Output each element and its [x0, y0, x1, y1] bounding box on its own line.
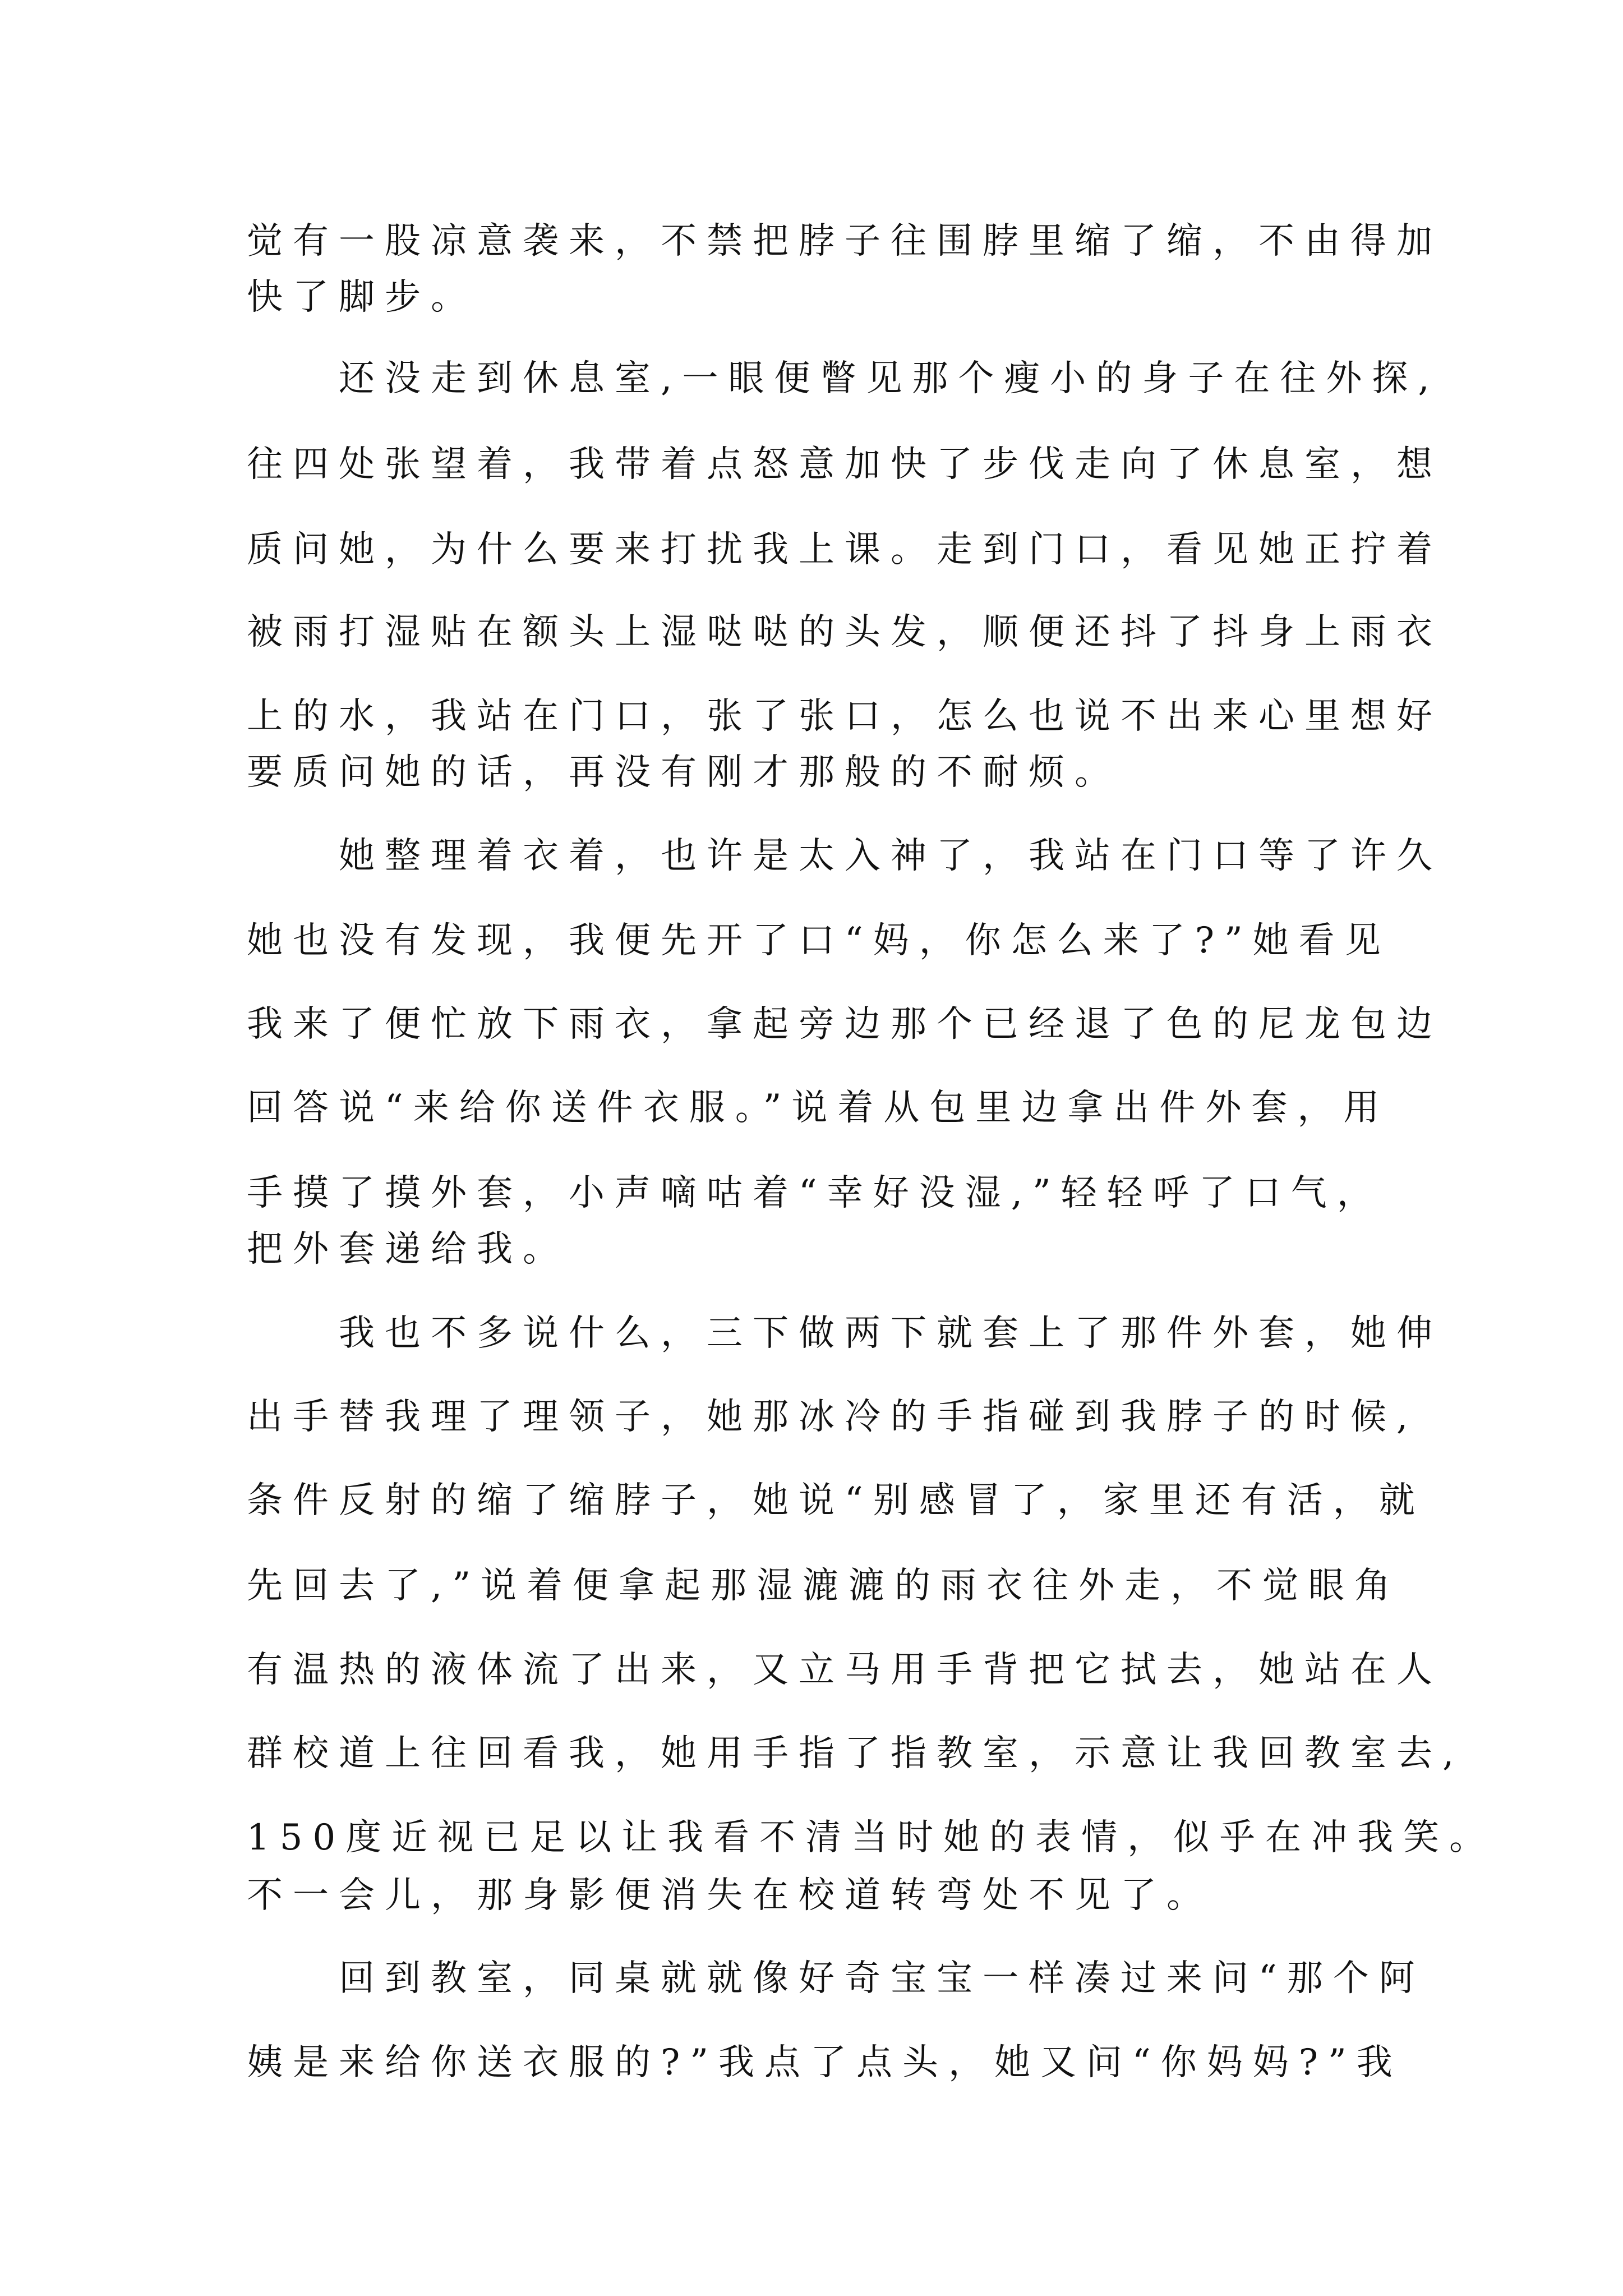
text-line: 要质问她的话，再没有刚才那般的不耐烦。	[247, 752, 1121, 793]
text-line: 手摸了摸外套，小声嘀咕着“幸好没湿,”轻轻呼了口气，	[247, 1172, 1383, 1214]
text-line: 先回去了,”说着便拿起那湿漉漉的雨衣往外走，不觉眼角	[247, 1565, 1401, 1607]
text-line: 她也没有发现，我便先开了口“妈，你怎么来了?”她看见	[247, 920, 1391, 961]
text-line: 往四处张望着，我带着点怒意加快了步伐走向了休息室，想	[247, 444, 1442, 485]
text-line: 快了脚步。	[247, 277, 477, 318]
text-line: 质问她，为什么要来打扰我上课。走到门口，看见她正拧着	[247, 529, 1442, 570]
text-line: 姨是来给你送衣服的?”我点了点头，她又问“你妈妈?”我	[247, 2042, 1403, 2083]
text-line: 我来了便忙放下雨衣，拿起旁边那个已经退了色的尼龙包边	[247, 1004, 1442, 1045]
text-line: 还没走到休息室,一眼便瞥见那个瘦小的身子在往外探,	[339, 358, 1440, 399]
text-line: 有温热的液体流了出来，又立马用手背把它拭去，她站在人	[247, 1649, 1442, 1691]
text-line: 150度近视已足以让我看不清当时她的表情，似乎在冲我笑。	[247, 1817, 1496, 1858]
text-line: 把外套递给我。	[247, 1228, 569, 1270]
text-line: 上的水，我站在门口，张了张口，怎么也说不出来心里想好	[247, 696, 1442, 737]
text-line: 我也不多说什么，三下做两下就套上了那件外套，她伸	[339, 1313, 1442, 1354]
text-line: 出手替我理了理领子，她那冰冷的手指碰到我脖子的时候,	[247, 1396, 1418, 1438]
text-line: 群校道上往回看我，她用手指了指教室，示意让我回教室去,	[247, 1733, 1464, 1774]
text-line: 回答说“来给你送件衣服。”说着从包里边拿出件外套，用	[247, 1087, 1390, 1129]
text-line: 她整理着衣着，也许是太入神了，我站在门口等了许久	[339, 835, 1442, 877]
text-line: 被雨打湿贴在额头上湿哒哒的头发，顺便还抖了抖身上雨衣	[247, 611, 1442, 653]
text-line: 不一会儿，那身影便消失在校道转弯处不见了。	[247, 1875, 1212, 1916]
text-line: 回到教室，同桌就就像好奇宝宝一样凑过来问“那个阿	[339, 1958, 1425, 1999]
text-line: 觉有一股凉意袭来，不禁把脖子往围脖里缩了缩，不由得加	[247, 220, 1442, 262]
text-line: 条件反射的缩了缩脖子，她说“别感冒了，家里还有活，就	[247, 1480, 1425, 1521]
